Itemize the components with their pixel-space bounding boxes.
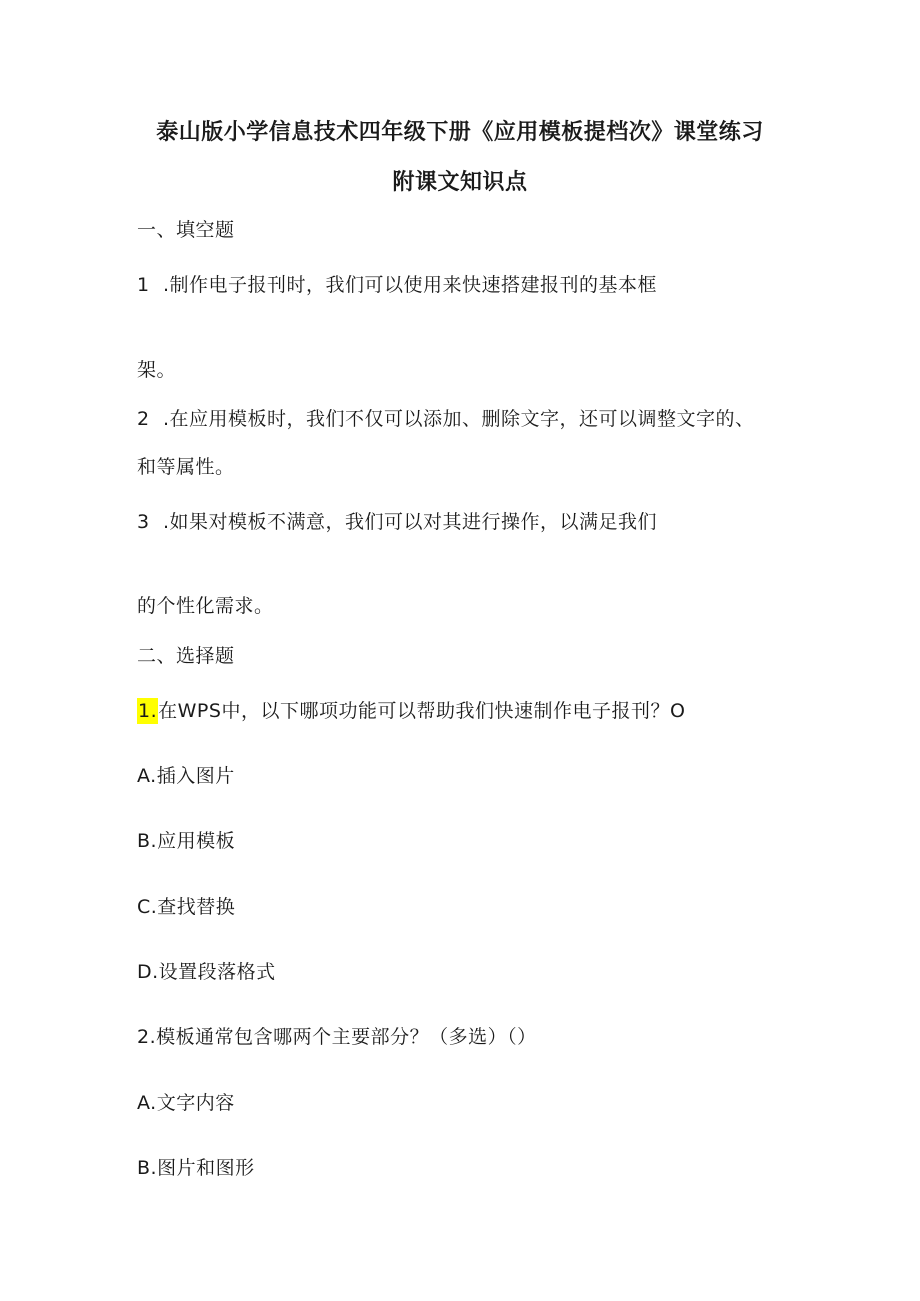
document-subtitle: 附课文知识点 (392, 170, 528, 195)
mc1-option-a: A.插入图片 (137, 765, 235, 787)
question-1 (137, 272, 657, 298)
question-3-continuation: 的个性化需求。 (137, 595, 274, 617)
question-2-continuation: 和等属性。 (137, 456, 235, 478)
highlighted-question-number: 1. (138, 700, 158, 722)
mc1-option-c: C.查找替换 (137, 896, 236, 918)
question-number: 1 (137, 274, 150, 296)
mc1-option-b: B.应用模板 (137, 830, 236, 852)
section-heading-multiple-choice: 二、选择题 (137, 645, 235, 667)
mc2-option-a: A.文字内容 (137, 1092, 235, 1114)
question-text: 在WPS中，以下哪项功能可以帮助我们快速制作电子报刊？O (158, 700, 686, 722)
mc-question-1 (137, 698, 685, 724)
question-text: .如果对模板不满意，我们可以对其进行操作，以满足我们 (163, 511, 658, 533)
question-number: 3 (137, 511, 150, 533)
question-number: 2 (137, 408, 150, 430)
mc1-option-d: D.设置段落格式 (137, 961, 276, 983)
question-text: .制作电子报刊时，我们可以使用来快速搭建报刊的基本框 (163, 274, 658, 296)
document-title: 泰山版小学信息技术四年级下册《应用模板提档次》课堂练习 (156, 120, 764, 145)
section-heading-fill-in: 一、填空题 (137, 219, 235, 241)
question-1-continuation: 架。 (137, 359, 177, 381)
mc-question-2: 2.模板通常包含哪两个主要部分？（多选）（） (137, 1026, 537, 1048)
question-2 (137, 406, 755, 432)
mc2-option-b: B.图片和图形 (137, 1157, 255, 1179)
question-text: .在应用模板时，我们不仅可以添加、删除文字，还可以调整文字的、 (163, 408, 755, 430)
question-3 (137, 509, 657, 535)
